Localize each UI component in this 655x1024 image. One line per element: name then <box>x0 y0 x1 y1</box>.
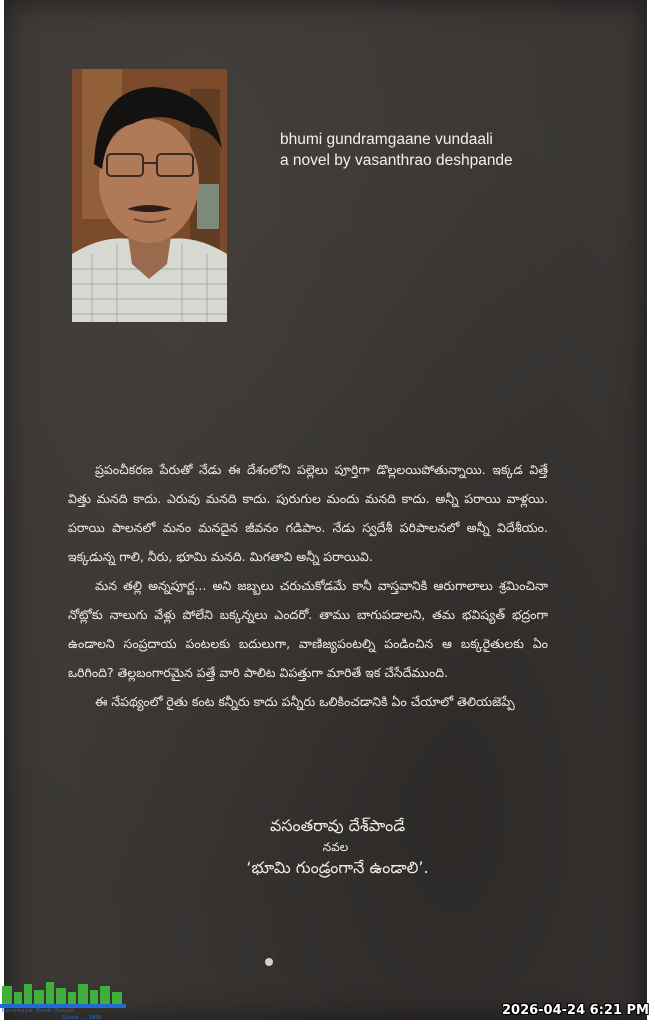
blurb-paragraph-1: ప్రపంచీకరణ పేరుతో నేడు ఈ దేశంలోని పల్లెలు పూర్తిగా డొల్లలయిపోతున్నాయి. ఇక్కడ విత్తే విత్తు మనది కాదు. ఎరువు మనది కాదు. పురుగుల మందు మనది కాదు. అన్నీ పరాయి వాళ్లయి. పరాయి పాలనలో మనం మనదైన జీవనం గడిపాం. నేడు స్వదేశీ పరిపాలనలో అన్నీ విదేశీయం. ఇక్కడున్న గాలి, నీరు, భూమి మనది. మిగతావి అన్నీ పరాయివి. <box>68 462 548 564</box>
book-back-cover <box>4 0 647 1020</box>
photo-timestamp: 2026-04-24 6:21 PM <box>501 1003 649 1018</box>
watermark-line-2: Since...1990 <box>62 1015 102 1021</box>
blurb-paragraph-3: ఈ నేపథ్యంలో రైతు కంట కన్నీరు కాదు పన్నీరు ఒలికించడానికి ఏం చేయాలో తెలియజెప్పే <box>95 694 515 709</box>
english-title-block <box>280 129 513 171</box>
english-title: bhumi gundramgaane vundaali <box>280 131 493 148</box>
bookhouse-logo-icon <box>0 980 128 1010</box>
author-portrait-image <box>72 69 227 322</box>
watermark-line-1: Navodaya Book House <box>2 1008 75 1014</box>
english-byline: a novel by vasanthrao deshpande <box>280 152 513 169</box>
blurb-paragraph-2: మన తల్లి అన్నపూర్ణ... అని జబ్బలు చరుచుకోడమే కానీ వాస్తవానికి ఆరుగాలాలు శ్రమించినా నోట్లోకు నాలుగు వేళ్లు పోలేని బక్కన్నలు ఎందరో. తాము బాగుపడాలని, తమ భవిష్యత్ భద్రంగా ఉండాలని సంప్రదాయ పంటలకు బదులుగా, వాణిజ్యపంటల్ని పండించిన ఆ బక్కరైతులకు ఏం ఒరిగింది? తెల్లబంగారమైన పత్తే వారి పాలిట విపత్తుగా మారితే ఇక చేసేదేముంది. <box>68 578 548 680</box>
genre-label-telugu: నవల <box>322 840 349 854</box>
author-name-telugu: వసంతరావు దేశ్‌పాండే <box>269 816 406 835</box>
book-title-telugu: ‘భూమి గుండ్రంగానే ఉండాలి’. <box>246 858 429 877</box>
author-photo <box>72 69 227 322</box>
blurb-text <box>68 455 548 716</box>
cover-blemish <box>265 958 273 966</box>
